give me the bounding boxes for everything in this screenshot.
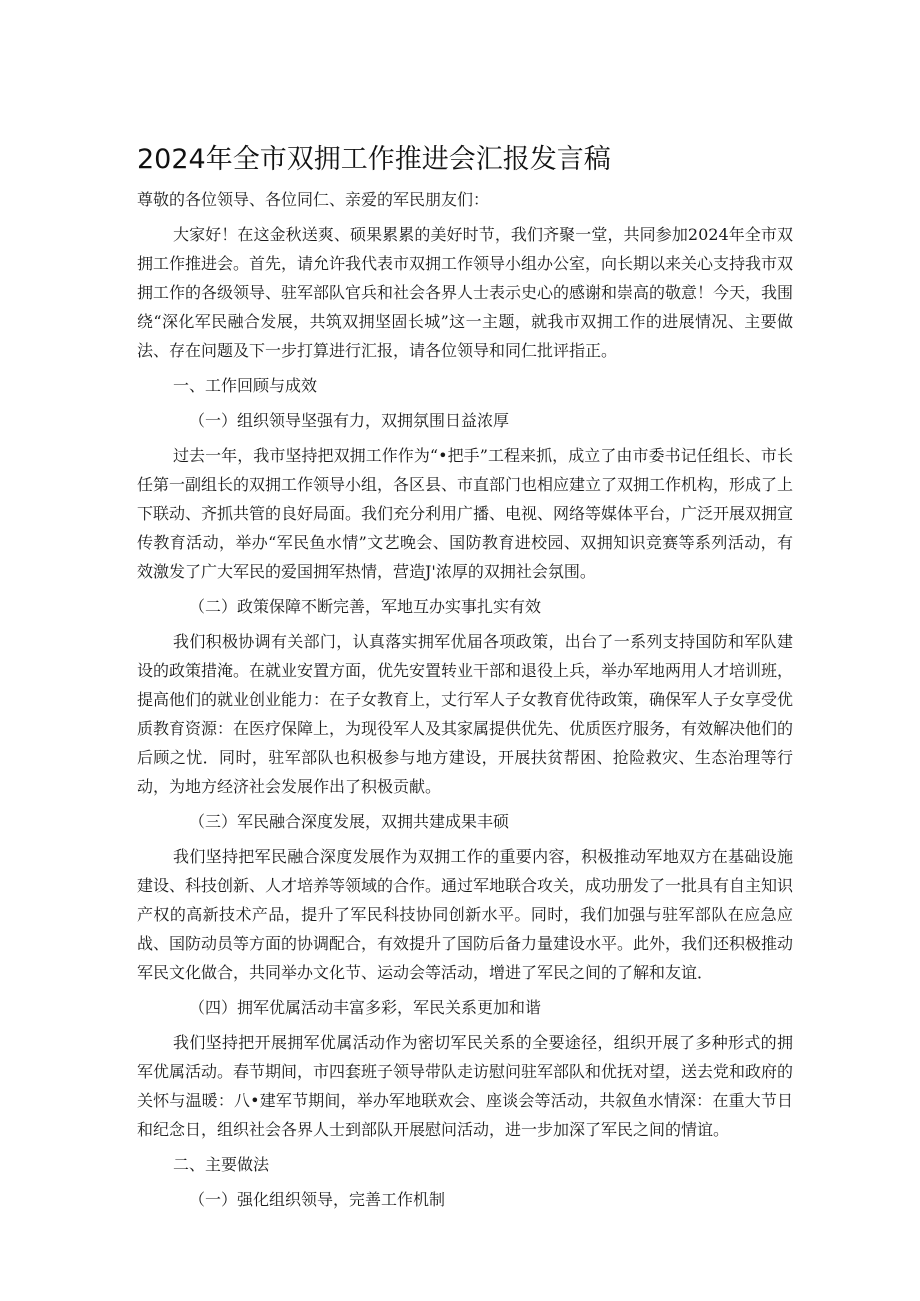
subheading-integration: （三）军民融合深度发展，双拥共建成果丰硕 [189,812,510,831]
paragraph-leadership: 过去一年，我市坚持把双拥工作作为“•把手”工程来抓，成立了由市委书记任组长、市长任第一副组长的双拥工作领导小组，各区县、市直部门也相应建立了双拥工作机构，形成了上下联动、齐抓共管的良好局面。我们充分利用广播、电视、网络等媒体平台，广泛开展双拥宣传教育活动，举办“军民鱼水情”文艺晚会、国防教育进校园、双拥知识竞赛等系列活动，有效激发了广大军民的爱国拥军热情，营造J'浓厚的双拥社会氛围。 [137,446,794,581]
document-title: 2024年全市双拥工作推进会汇报发言稿 [137,144,611,175]
salutation: 尊敬的各位领导、各位同仁、亲爱的军民朋友们： [137,190,490,209]
paragraph-activities: 我们坚持把开展拥军优属活动作为密切军民关系的全要途径，组织开展了多种形式的拥军优属活动。春节期间，市四套班子领导带队走访慰问驻军部队和优抚对望，送去党和政府的关怀与温暖：八•建军节期间，举办军地联欢会、座谈会等活动，共叙鱼水情深：在重大节日和纪念日，组织社会各界人士到部队开展慰问活动，进一步加深了军民之间的情谊。 [137,1033,794,1139]
paragraph-policy: 我们积极协调有关部门，认真落实拥军优届各项政策，出台了一系列支持国防和军队建设的政策措淹。在就业安置方面，优先安置转业干部和退役上兵，举办军地两用人才培训班，提高他们的就业创业能力：在子女教育上，丈行军人子女教育优待政策，确保军人子女享受优质教育资源：在医疗保障上，为现役军人及其家属提供优先、优质医疗服务，有效解决他们的后顾之忧．同时，驻军部队也积极参与地方建设，开展扶贫帮困、抢险救灾、生态治理等行动，为地方经济社会发展作出了积极贡献。 [137,632,794,796]
subheading-leadership: （一）组织领导坚强有力，双拥氛围日益浓厚 [189,411,510,430]
subheading-activities: （四）拥军优属活动丰富多彩，军民关系更加和谐 [189,998,542,1017]
subheading-policy: （二）政策保障不断完善，军地互办实事扎实有效 [189,597,542,616]
section-heading-review: 一、工作回顾与成效 [173,376,318,395]
paragraph-integration: 我们坚持把军民融合深度发展作为双拥工作的重要内容，积极推动军地双方在基础设施建设、科技创新、人才培养等领域的合作。通过军地联合攻关，成功册发了一批具有自主知识产权的高新技术产品，提升了军民科技协同创新水平。同时，我们加强与驻军部队在应急应战、国防动员等方面的协调配合，有效提升了国防后备力量建设水平。此外，我们还积极推动军民文化做合，共同举办文化节、运动会等活动，增进了军民之间的了解和友谊． [137,847,794,982]
section-heading-practices: 二、主要做法 [173,1155,270,1174]
intro-paragraph: 大家好！在这金秋送爽、硕果累累的美好时节，我们齐聚一堂，共同参加2024年全市双拥工作推进会。首先，请允许我代表市双拥工作领导小组办公室，向长期以来关心支持我市双拥工作的各级领导、驻军部队官兵和社会各界人士表示史心的感谢和崇高的敬意！今天，我围绕“深化军民融合发展，共筑双拥坚固长城”这一主题，就我市双拥工作的进展情况、主要做法、存在问题及下一步打算进行汇报，请各位领导和同仁批评指正。 [137,225,794,360]
document-body [137,185,793,1220]
subheading-organization: （一）强化组织领导，完善工作机制 [189,1190,446,1209]
